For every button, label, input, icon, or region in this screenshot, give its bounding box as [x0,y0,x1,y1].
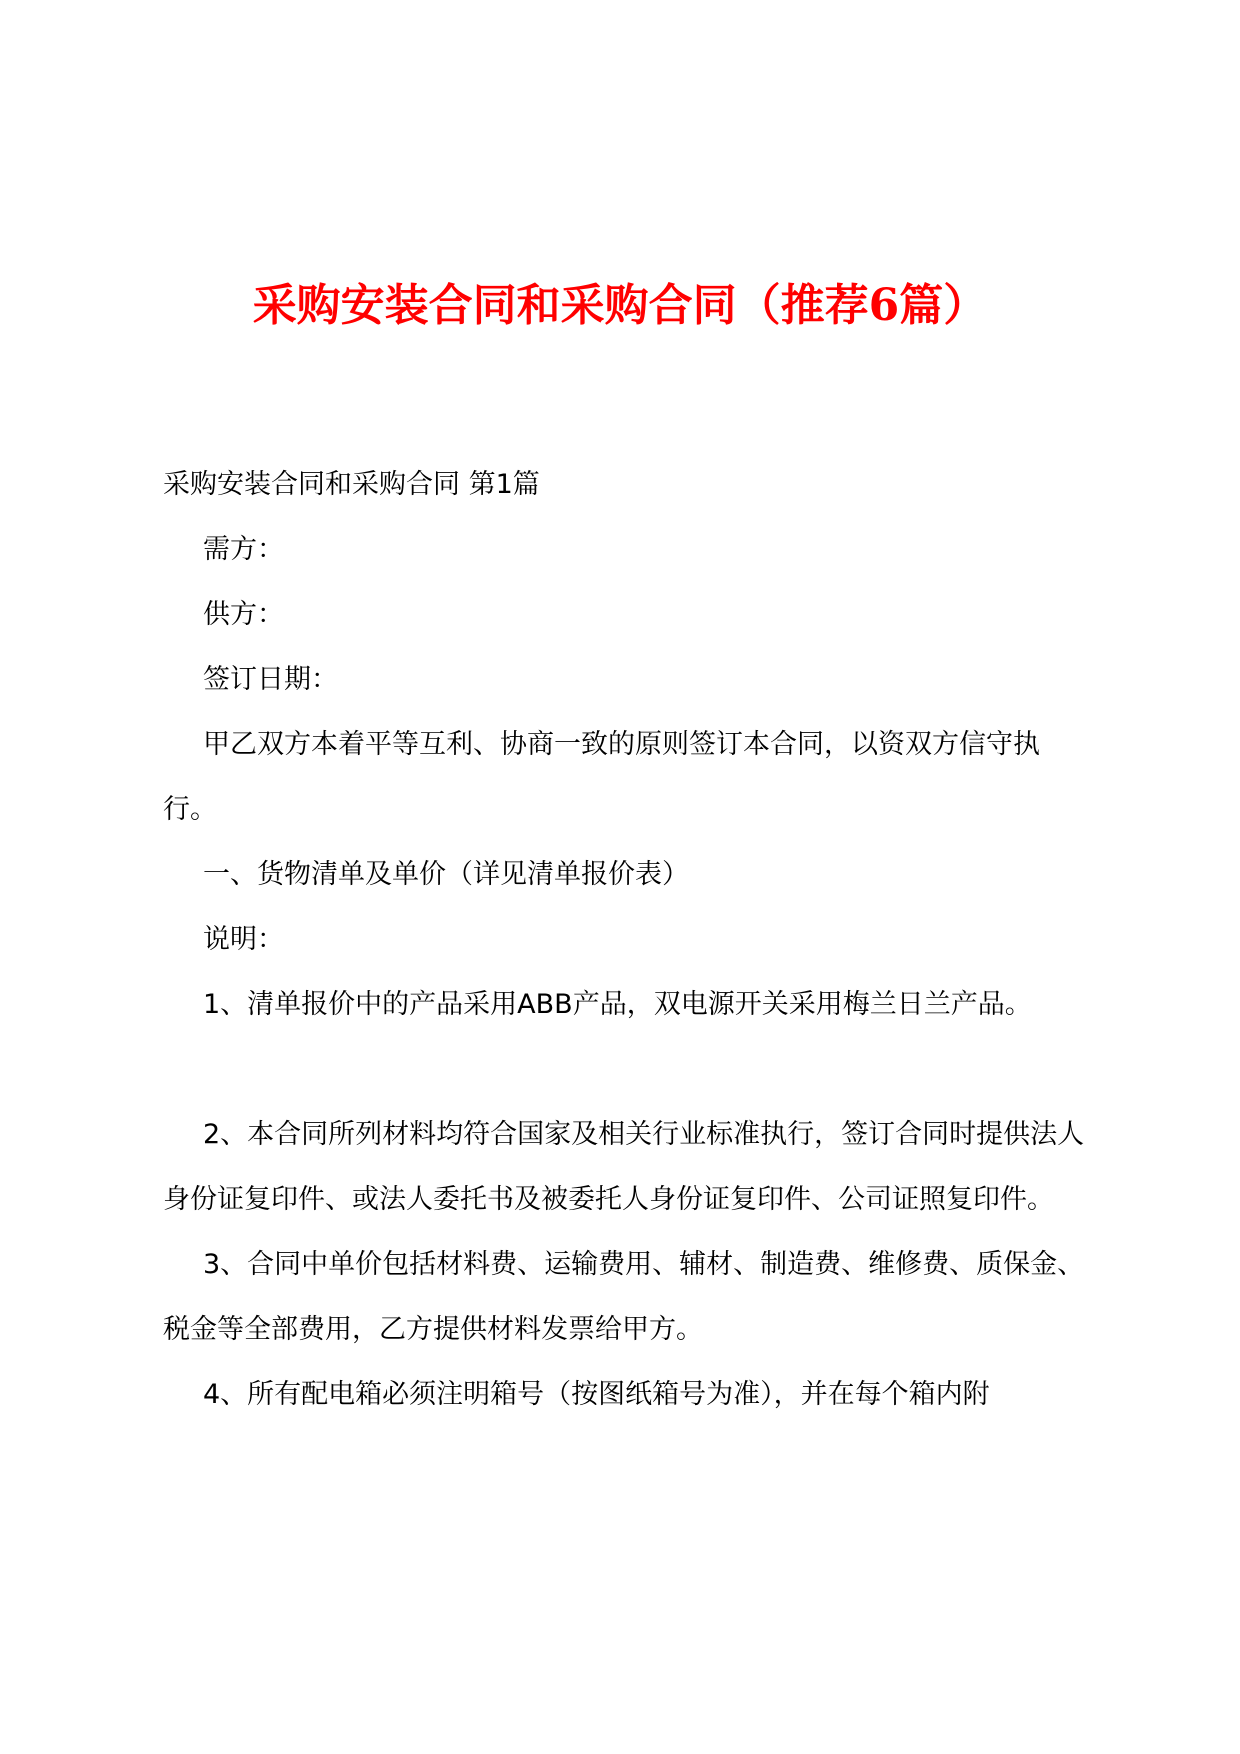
note-item-2: 2、本合同所列材料均符合国家及相关行业标准执行，签订合同时提供法人身份证复印件、或法人委托书及被委托人身份证复印件、公司证照复印件。 [163,1119,1085,1215]
buyer-field: 需方： [203,534,284,565]
note-item-1: 1、清单报价中的产品采用ABB产品，双电源开关采用梅兰日兰产品。 [203,989,1032,1020]
note-item-3: 3、合同中单价包括材料费、运输费用、辅材、制造费、维修费、质保金、税金等全部费用，乙方提供材料发票给甲方。 [163,1249,1085,1345]
notes-label: 说明： [203,924,284,955]
intro-paragraph: 甲乙双方本着平等互利、协商一致的原则签订本合同，以资双方信守执行。 [163,729,1040,825]
clause-heading: 一、货物清单及单价（详见清单报价表） [203,859,689,890]
signing-date-field: 签订日期： [203,664,338,695]
paragraph-gap [163,1037,1093,1102]
document-title: 采购安装合同和采购合同（推荐6篇） [252,280,988,331]
supplier-field: 供方： [203,599,284,630]
section-heading: 采购安装合同和采购合同 第1篇 [163,469,540,500]
note-item-4: 4、所有配电箱必须注明箱号（按图纸箱号为准），并在每个箱内附 [203,1379,990,1410]
document-body [163,452,1093,1427]
